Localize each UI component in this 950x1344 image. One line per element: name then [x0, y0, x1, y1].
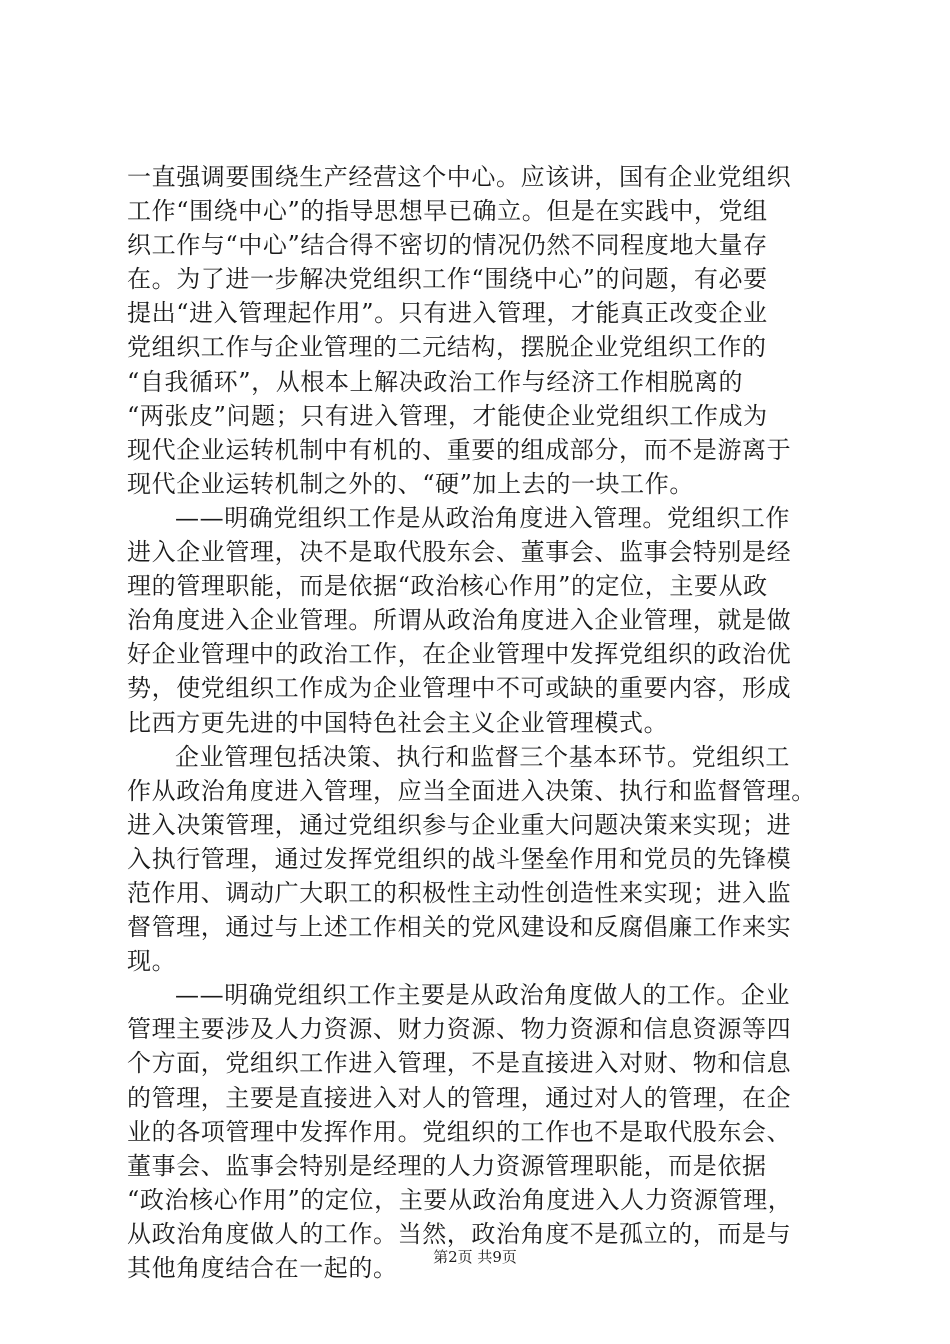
text-line: 党组织工作与企业管理的二元结构，摆脱企业党组织工作的 — [127, 333, 767, 362]
text-line: 在。为了进一步解决党组织工作“围绕中心”的问题，有必要 — [127, 265, 768, 294]
text-line: ——明确党组织工作主要是从政治角度做人的工作。企业 — [175, 981, 790, 1010]
body-text — [127, 160, 827, 1285]
text-line: ——明确党组织工作是从政治角度进入管理。党组织工作 — [175, 503, 790, 532]
text-line: 治角度进入企业管理。所谓从政治角度进入企业管理，就是做 — [127, 606, 792, 635]
text-line: 业的各项管理中发挥作用。党组织的工作也不是取代股东会、 — [127, 1117, 792, 1146]
text-line: 提出“进入管理起作用”。只有进入管理，才能真正改变企业 — [127, 299, 768, 328]
text-line: 范作用、调动广大职工的积极性主动性创造性来实现；进入监 — [127, 878, 792, 907]
text-line: 势，使党组织工作成为企业管理中不可或缺的重要内容，形成 — [127, 674, 792, 703]
text-line: 现代企业运转机制之外的、“硬”加上去的一块工作。 — [127, 469, 694, 498]
text-line: 工作“围绕中心”的指导思想早已确立。但是在实践中，党组 — [127, 197, 768, 226]
text-line: 其他角度结合在一起的。 — [127, 1254, 398, 1282]
text-line: 个方面，党组织工作进入管理，不是直接进入对财、物和信息 — [127, 1049, 792, 1078]
text-line: 进入企业管理，决不是取代股东会、董事会、监事会特别是经 — [127, 538, 792, 567]
text-line: “自我循环”，从根本上解决政治工作与经济工作相脱离的 — [127, 367, 744, 396]
text-line: 入执行管理，通过发挥党组织的战斗堡垒作用和党员的先锋模 — [127, 844, 792, 873]
text-line: 督管理，通过与上述工作相关的党风建设和反腐倡廉工作来实 — [127, 913, 792, 942]
text-line: 现代企业运转机制中有机的、重要的组成部分，而不是游离于 — [127, 435, 792, 464]
text-line: “政治核心作用”的定位，主要从政治角度进入人力资源管理， — [127, 1185, 793, 1214]
text-line: 好企业管理中的政治工作，在企业管理中发挥党组织的政治优 — [127, 640, 792, 669]
text-line: 理的管理职能，而是依据“政治核心作用”的定位，主要从政 — [127, 572, 768, 601]
text-line: 比西方更先进的中国特色社会主义企业管理模式。 — [127, 708, 669, 737]
text-line: 一直强调要围绕生产经营这个中心。应该讲，国有企业党组织 — [127, 163, 792, 191]
text-line: 管理主要涉及人力资源、财力资源、物力资源和信息资源等四 — [127, 1015, 792, 1044]
text-line: 织工作与“中心”结合得不密切的情况仍然不同程度地大量存 — [127, 231, 768, 260]
text-line: 的管理，主要是直接进入对人的管理，通过对人的管理，在企 — [127, 1083, 792, 1112]
page-footer: 第2页 共9页 — [433, 1248, 517, 1266]
text-line: 企业管理包括决策、执行和监督三个基本环节。党组织工 — [175, 742, 790, 771]
text-line: 作从政治角度进入管理，应当全面进入决策、执行和监督管理。 — [127, 776, 816, 805]
text-line: 现。 — [127, 947, 177, 976]
text-line: 进入决策管理，通过党组织参与企业重大问题决策来实现；进 — [127, 810, 792, 839]
text-line: “两张皮”问题；只有进入管理，才能使企业党组织工作成为 — [127, 401, 768, 430]
text-line: 从政治角度做人的工作。当然，政治角度不是孤立的，而是与 — [127, 1219, 792, 1248]
text-line: 董事会、监事会特别是经理的人力资源管理职能，而是依据 — [127, 1151, 767, 1180]
